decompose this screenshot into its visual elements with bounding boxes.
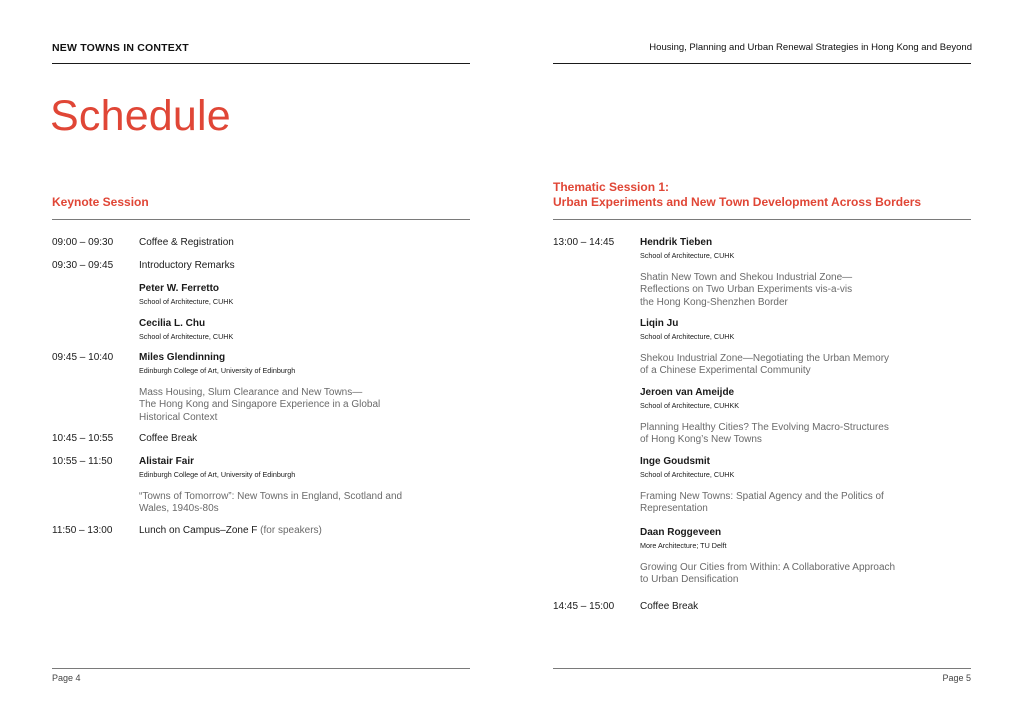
talk-title-line: to Urban Densification <box>640 574 739 586</box>
entry-time: 09:30 – 09:45 <box>52 260 114 271</box>
talk-title-line: Framing New Towns: Spatial Agency and the Politics of <box>640 491 884 502</box>
section-rule-left <box>52 219 470 220</box>
entry-item-text: Lunch on Campus–Zone F <box>139 525 258 536</box>
talk-title-line: Growing Our Cities from Within: A Collaborative Approach <box>640 562 896 573</box>
talk-title-line: The Hong Kong and Singapore Experience in a Global <box>139 399 381 411</box>
section-title-line: Urban Experiments and New Town Development Across Borders <box>553 195 922 209</box>
speaker-affiliation: School of Architecture, CUHK <box>640 251 735 260</box>
talk-title-line: Historical Context <box>139 411 218 423</box>
page-title: Schedule <box>50 92 231 140</box>
page-number-left: Page 4 <box>52 673 81 683</box>
entry-note: (for speakers) <box>257 525 322 536</box>
entry-time: 09:45 – 10:40 <box>52 352 114 363</box>
section-title-line: Thematic Session 1: <box>553 180 670 194</box>
speaker-name: Jeroen van Ameijde <box>640 387 735 398</box>
speaker-name: Hendrik Tieben <box>640 237 713 248</box>
talk-title-line: Representation <box>640 503 708 515</box>
speaker-name: Peter W. Ferretto <box>139 283 220 294</box>
section-rule-right <box>553 219 971 220</box>
thematic-section-title <box>553 180 921 210</box>
talk-title-line: Shatin New Town and Shekou Industrial Zone— <box>640 272 853 283</box>
talk-title-line: the Hong Kong-Shenzhen Border <box>640 296 788 308</box>
speaker-affiliation: Edinburgh College of Art, University of Edinburgh <box>139 366 296 375</box>
talk-title <box>640 491 884 516</box>
entry-item: Coffee Break <box>640 601 699 612</box>
talk-title <box>640 272 852 309</box>
speaker-affiliation: Edinburgh College of Art, University of Edinburgh <box>139 470 296 479</box>
running-header-right: Housing, Planning and Urban Renewal Strategies in Hong Kong and Beyond <box>649 42 972 53</box>
speaker-name: Inge Goudsmit <box>640 456 710 467</box>
entry-time: 13:00 – 14:45 <box>553 237 615 248</box>
talk-title <box>640 562 895 587</box>
footer-rule-left <box>52 668 470 669</box>
speaker-affiliation: School of Architecture, CUHK <box>640 332 735 341</box>
entry-item: Coffee & Registration <box>139 237 234 248</box>
speaker-affiliation: School of Architecture, CUHKK <box>640 401 740 410</box>
entry-item <box>139 525 322 536</box>
entry-time: 14:45 – 15:00 <box>553 601 615 612</box>
entry-time: 11:50 – 13:00 <box>52 525 113 536</box>
talk-title-line: Planning Healthy Cities? The Evolving Macro-Structures <box>640 422 889 433</box>
entry-time: 09:00 – 09:30 <box>52 237 114 248</box>
talk-title-line: Wales, 1940s-80s <box>139 503 219 515</box>
speaker-affiliation: More Architecture; TU Delft <box>640 541 727 550</box>
speaker-affiliation: School of Architecture, CUHK <box>139 297 234 306</box>
talk-title-line: Mass Housing, Slum Clearance and New Towns— <box>139 387 363 398</box>
talk-title-line: “Towns of Tomorrow”: New Towns in England, Scotland and <box>139 491 403 502</box>
speaker-name: Daan Roggeveen <box>640 527 722 538</box>
header-rule-right <box>553 63 971 64</box>
talk-title <box>139 491 402 516</box>
entry-item: Coffee Break <box>139 433 198 444</box>
speaker-name: Liqin Ju <box>640 318 679 329</box>
header-rule-left <box>52 63 470 64</box>
entry-time: 10:45 – 10:55 <box>52 433 114 444</box>
page-number-right: Page 5 <box>942 673 971 683</box>
speaker-name: Miles Glendinning <box>139 352 226 363</box>
speaker-name: Alistair Fair <box>139 456 195 467</box>
talk-title-line: of Hong Kong’s New Towns <box>640 434 762 446</box>
running-header-left: NEW TOWNS IN CONTEXT <box>52 42 189 54</box>
talk-title-line: Reflections on Two Urban Experiments vis-a-vis <box>640 284 853 296</box>
talk-title <box>139 387 380 424</box>
entry-time: 10:55 – 11:50 <box>52 456 113 467</box>
footer-rule-right <box>553 668 971 669</box>
talk-title <box>640 353 889 378</box>
entry-item: Introductory Remarks <box>139 260 235 271</box>
talk-title-line: of a Chinese Experimental Community <box>640 365 811 377</box>
talk-title <box>640 422 889 447</box>
keynote-section-title: Keynote Session <box>52 195 149 209</box>
talk-title-line: Shekou Industrial Zone—Negotiating the Urban Memory <box>640 353 890 364</box>
speaker-affiliation: School of Architecture, CUHK <box>640 470 735 479</box>
speaker-affiliation: School of Architecture, CUHK <box>139 332 234 341</box>
speaker-name: Cecilia L. Chu <box>139 318 206 329</box>
